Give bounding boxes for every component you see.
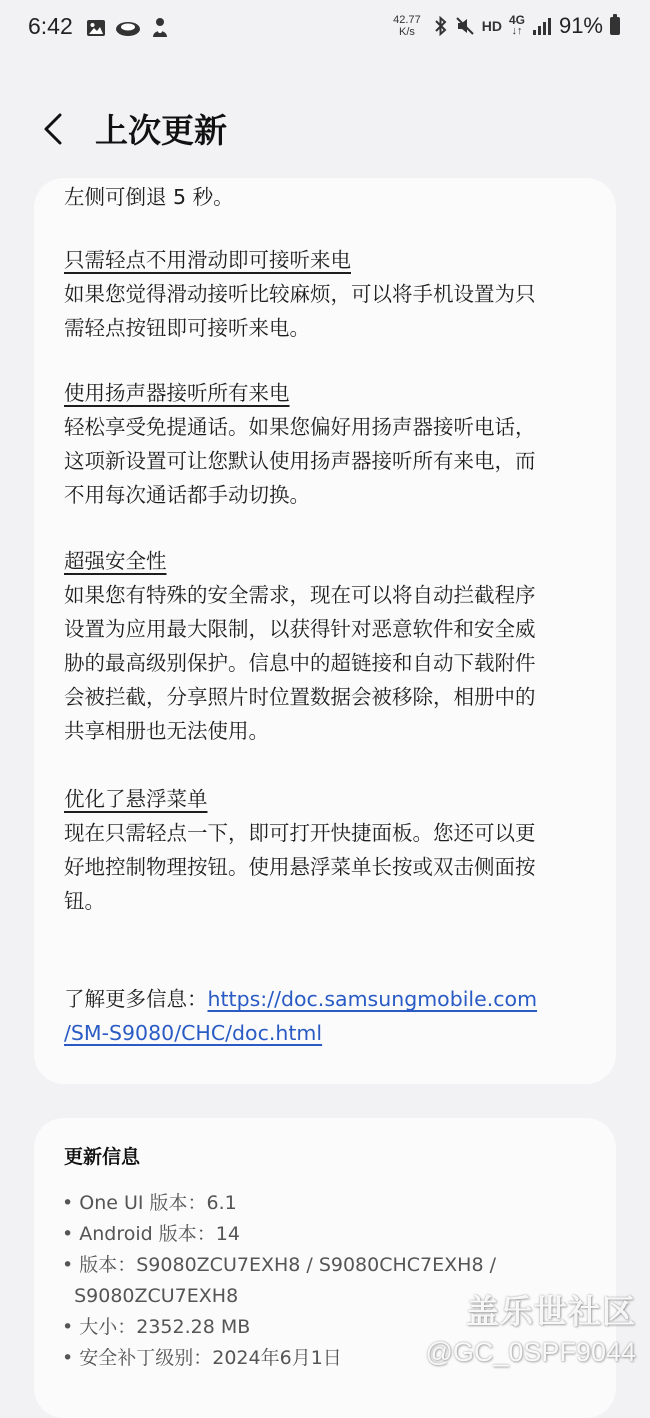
signal-icon — [532, 17, 552, 35]
hd-icon: HD — [481, 18, 502, 34]
section-line: 胁的最高级别保护。信息中的超链接和自动下载附件 — [64, 651, 536, 675]
section-security — [64, 544, 594, 748]
section-line: 如果您觉得滑动接听比较麻烦，可以将手机设置为只 — [64, 282, 536, 306]
status-bar — [0, 0, 650, 58]
section-title: 只需轻点不用滑动即可接听来电 — [64, 248, 351, 272]
section-line: 钮。 — [64, 889, 105, 913]
section-line: 会被拦截，分享照片时位置数据会被移除，相册中的 — [64, 685, 536, 709]
section-floating-menu — [64, 782, 594, 918]
status-time: 6:42 — [28, 13, 73, 39]
section-speaker — [64, 376, 594, 512]
net-speed — [393, 14, 421, 38]
info-build-version-continued: S9080ZCU7EXH8 — [62, 1285, 239, 1307]
section-line: 共享相册也无法使用。 — [64, 719, 269, 743]
more-info-link-continued[interactable]: /SM-S9080/CHC/doc.html — [64, 1021, 323, 1045]
section-line: 设置为应用最大限制，以获得针对恶意软件和安全威 — [64, 617, 536, 641]
update-info-title: 更新信息 — [64, 1146, 141, 1168]
section-line: 需轻点按钮即可接听来电。 — [64, 316, 310, 340]
section-line: 这项新设置可让您默认使用扬声器接听所有来电，而 — [64, 449, 536, 473]
section-line: 好地控制物理按钮。使用悬浮菜单长按或双击侧面按 — [64, 855, 536, 879]
info-one-ui-version: • One UI 版本：6.1 — [62, 1192, 237, 1214]
network-type: 4G — [508, 13, 525, 27]
section-line: 不用每次通话都手动切换。 — [64, 483, 310, 507]
watermark — [425, 1286, 636, 1368]
net-speed-value: 42.77 — [393, 14, 421, 26]
system-status-icons — [393, 13, 620, 39]
section-title: 超强安全性 — [64, 549, 167, 573]
watermark-user: @GC_0SPF9044 — [425, 1337, 636, 1367]
more-info-label: 了解更多信息： — [64, 987, 208, 1011]
section-title: 优化了悬浮菜单 — [64, 787, 208, 811]
chevron-left-icon — [34, 107, 78, 151]
data-arrows: ↓↑ — [511, 25, 523, 37]
page-title: 上次更新 — [95, 111, 227, 150]
release-notes-card[interactable] — [34, 178, 616, 1084]
more-info-link[interactable]: https://doc.samsungmobile.com — [207, 987, 538, 1011]
back-button[interactable] — [34, 107, 78, 151]
cloud-icon — [115, 18, 141, 38]
info-android-version: • Android 版本：14 — [62, 1223, 240, 1245]
mute-icon — [455, 16, 475, 36]
intro-tail: 左侧可倒退 5 秒。 — [64, 185, 234, 209]
info-security-patch: • 安全补丁级别：2024年6月1日 — [62, 1347, 342, 1369]
watermark-community: 盖乐世社区 — [466, 1293, 636, 1330]
battery-percent: 91% — [558, 13, 603, 38]
app-bar — [0, 95, 650, 165]
info-size: • 大小：2352.28 MB — [62, 1316, 251, 1338]
info-build-version: • 版本：S9080ZCU7EXH8 / S9080CHC7EXH8 / — [62, 1254, 496, 1276]
update-info-card — [34, 1118, 616, 1418]
app-icon — [150, 17, 170, 39]
section-line: 如果您有特殊的安全需求，现在可以将自动拦截程序 — [64, 583, 536, 607]
bluetooth-icon — [434, 16, 448, 36]
net-speed-unit: K/s — [398, 26, 415, 38]
section-answer-tap — [64, 243, 594, 345]
data-arrows-icon — [509, 15, 525, 37]
section-line: 轻松享受免提通话。如果您偏好用扬声器接听电话， — [64, 415, 536, 439]
section-title: 使用扬声器接听所有来电 — [64, 381, 290, 405]
image-icon — [86, 18, 106, 38]
notification-icons — [86, 17, 170, 39]
more-info — [64, 982, 594, 1050]
section-line: 现在只需轻点一下，即可打开快捷面板。您还可以更 — [64, 821, 536, 845]
battery-icon — [610, 17, 620, 35]
